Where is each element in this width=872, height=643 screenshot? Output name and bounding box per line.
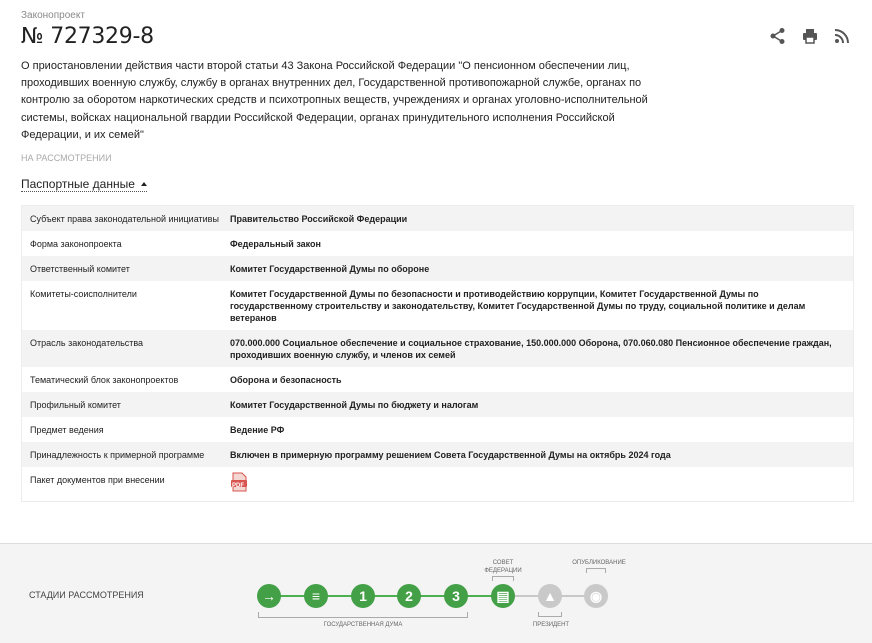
row-label: Субъект права законодательной инициативы bbox=[30, 214, 219, 224]
row-label: Форма законопроекта bbox=[30, 239, 122, 249]
stage-step-6[interactable]: ▤ bbox=[491, 584, 515, 608]
row-label: Ответственный комитет bbox=[30, 264, 130, 274]
row-value bbox=[230, 467, 853, 501]
stage-step-7[interactable]: ▲ bbox=[538, 584, 562, 608]
passport-toggle[interactable] bbox=[21, 177, 147, 192]
row-value: Комитет Государственной Думы по обороне bbox=[230, 264, 430, 274]
bill-kind: Законопроект bbox=[21, 10, 85, 21]
president-bracket bbox=[538, 612, 562, 617]
caption-council: СОВЕТ ФЕДЕРАЦИИ bbox=[484, 560, 522, 574]
duma-bracket bbox=[258, 612, 468, 618]
stage-step-3[interactable]: 1 bbox=[351, 584, 375, 608]
stages-title: СТАДИИ РАССМОТРЕНИЯ bbox=[29, 590, 144, 600]
caption-president: ПРЕЗИДЕНТ bbox=[532, 622, 570, 628]
row-value: 070.000.000 Социальное обеспечение и социальное страхование, 150.000.000 Оборона, 070.060.080 Пенсионное обеспечение граждан, проходивших военную службу, и членов их семей bbox=[230, 338, 832, 360]
published-bracket bbox=[586, 568, 606, 573]
pdf-label: PDF bbox=[232, 483, 244, 489]
row-value: Ведение РФ bbox=[230, 425, 285, 435]
stage-step-2[interactable]: ≡ bbox=[304, 584, 328, 608]
council-bracket bbox=[492, 576, 514, 581]
pdf-icon[interactable] bbox=[230, 472, 248, 492]
table-row bbox=[22, 281, 853, 330]
table-row bbox=[22, 256, 853, 281]
table-row bbox=[22, 392, 853, 417]
row-label: Принадлежность к примерной программе bbox=[30, 450, 205, 460]
bill-header bbox=[21, 10, 861, 193]
share-icon[interactable] bbox=[769, 27, 787, 45]
bill-description: О приостановлении действия части второй статьи 43 Закона Российской Федерации "О пенсионном обеспечении лиц, проходивших военную службу, службу в органах внутренних дел, Государственной противопожарной службе, органах по контролю за оборотом наркотических средств и психотропных веществ, учреждениях и органах уголовно-исполнительной системы, войсках национальной гвардии Российской Федерации, органах принудительного исполнения Российской Федерации, и их семей" bbox=[21, 60, 648, 141]
row-label: Пакет документов при внесении bbox=[30, 475, 165, 485]
stage-step-8[interactable]: ◉ bbox=[584, 584, 608, 608]
row-value: Правительство Российской Федерации bbox=[230, 214, 408, 224]
stage-step-4[interactable]: 2 bbox=[397, 584, 421, 608]
row-value: Оборона и безопасность bbox=[230, 375, 342, 385]
table-row bbox=[22, 417, 853, 442]
row-label: Тематический блок законопроектов bbox=[30, 375, 179, 385]
stage-step-1[interactable]: → bbox=[257, 584, 281, 608]
passport-toggle-label: Паспортные данные bbox=[21, 177, 135, 192]
bill-number: № 727329-8 bbox=[21, 24, 154, 49]
table-row bbox=[22, 467, 853, 501]
row-label: Предмет ведения bbox=[30, 425, 104, 435]
row-value: Включен в примерную программу решением Совета Государственной Думы на октябрь 2024 года bbox=[230, 450, 671, 460]
status-badge: НА РАССМОТРЕНИИ bbox=[21, 153, 112, 164]
stage-step-5[interactable]: 3 bbox=[444, 584, 468, 608]
row-label: Отрасль законодательства bbox=[30, 338, 144, 348]
row-value: Комитет Государственной Думы по безопасности и противодействию коррупции, Комитет Государственной Думы по государственному строительству и законодательству, Комитет Государственной Думы по труду, социальной политике и делам ветеранов bbox=[230, 289, 806, 323]
row-value: Комитет Государственной Думы по бюджету и налогам bbox=[230, 400, 479, 410]
rss-icon[interactable] bbox=[833, 27, 851, 45]
caption-duma: ГОСУДАРСТВЕННАЯ ДУМА bbox=[323, 622, 403, 628]
print-icon[interactable] bbox=[801, 27, 819, 45]
caret-up-icon bbox=[141, 182, 147, 186]
row-value: Федеральный закон bbox=[230, 239, 321, 249]
caption-published: ОПУБЛИКОВАНИЕ bbox=[572, 560, 626, 566]
table-row bbox=[22, 442, 853, 467]
stages-panel bbox=[0, 543, 872, 643]
table-row bbox=[22, 231, 853, 256]
table-row bbox=[22, 330, 853, 367]
toolbar bbox=[769, 27, 851, 45]
table-row bbox=[22, 206, 853, 231]
table-row bbox=[22, 367, 853, 392]
passport-table bbox=[21, 205, 854, 502]
row-label: Комитеты-соисполнители bbox=[30, 289, 137, 299]
row-label: Профильный комитет bbox=[30, 400, 121, 410]
